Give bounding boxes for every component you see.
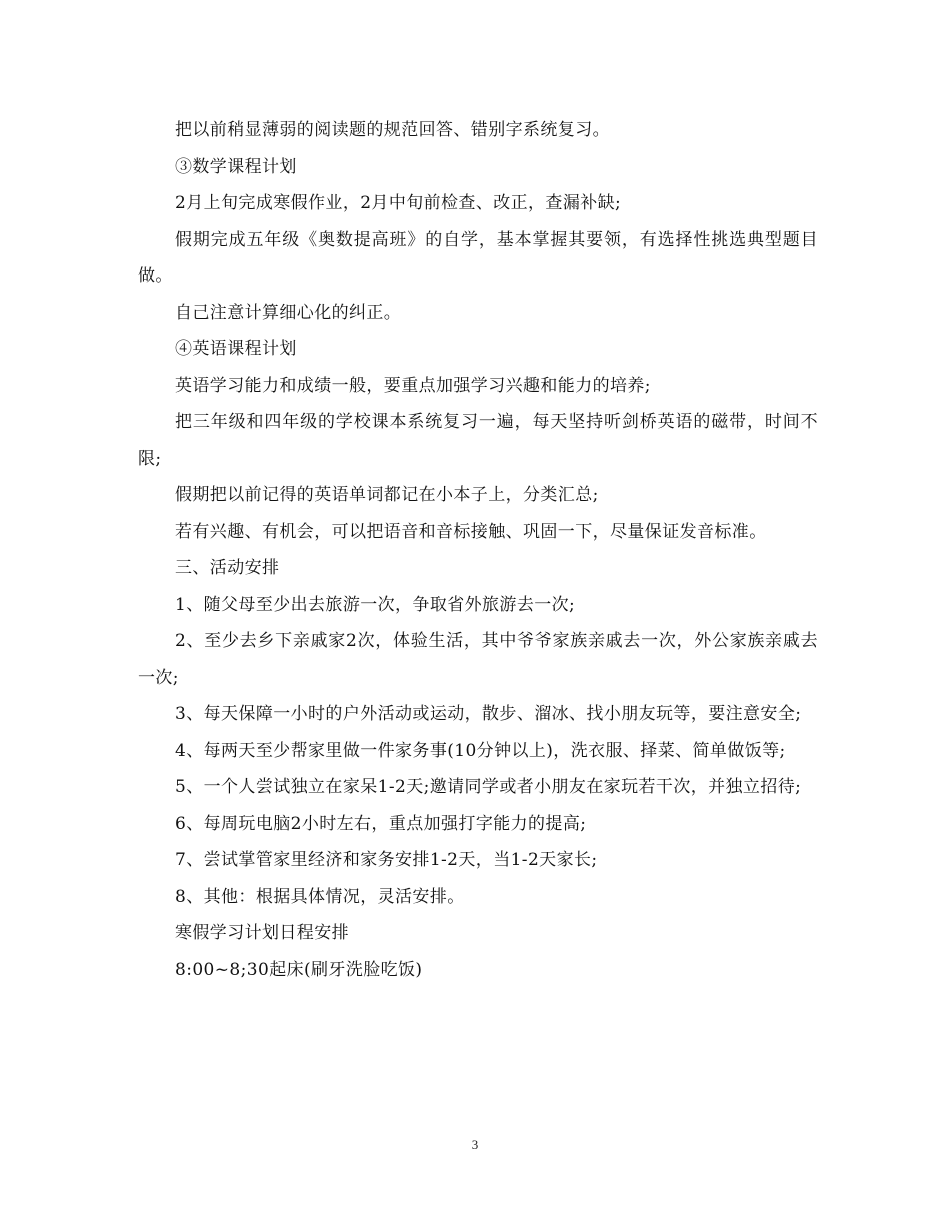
page-number: 3 (471, 1137, 479, 1152)
heading-math-plan: ③数学课程计划 (175, 156, 297, 177)
activity-item-5: 5、一个人尝试独立在家呆1-2天;邀请同学或者小朋友在家玩若干次，并独立招待; (175, 777, 802, 797)
paragraph-reading-review: 把以前稍显薄弱的阅读题的规范回答、错别字系统复习。 (175, 120, 610, 140)
activity-item-2: 2、至少去乡下亲戚家2次，体验生活，其中爷爷家族亲戚去一次，外公家族亲戚去一次; (138, 631, 818, 688)
activity-item-6: 6、每周玩电脑2小时左右，重点加强打字能力的提高; (175, 813, 587, 834)
activity-item-7: 7、尝试掌管家里经济和家务安排1-2天，当1-2天家长; (175, 850, 598, 870)
paragraph-english-phonetics: 若有兴趣、有机会，可以把语音和音标接触、巩固一下，尽量保证发音标准。 (175, 521, 767, 542)
paragraph-math-careful: 自己注意计算细心化的纠正。 (175, 302, 402, 323)
paragraph-english-ability: 英语学习能力和成绩一般，要重点加强学习兴趣和能力的培养; (175, 375, 651, 396)
paragraph-math-olympiad: 假期完成五年级《奥数提高班》的自学，基本掌握其要领，有选择性挑选典型题目做。 (138, 229, 818, 286)
paragraph-math-homework: 2月上旬完成寒假作业，2月中旬前检查、改正，查漏补缺; (175, 193, 622, 213)
document-body (138, 112, 818, 988)
paragraph-english-vocab: 假期把以前记得的英语单词都记在小本子上，分类汇总; (175, 485, 599, 505)
schedule-item-wakeup: 8:00~8;30起床(刷牙洗脸吃饭) (175, 959, 423, 980)
heading-activities: 三、活动安排 (175, 558, 280, 578)
activity-item-8: 8、其他：根据具体情况，灵活安排。 (175, 886, 465, 907)
activity-item-4: 4、每两天至少帮家里做一件家务事(10分钟以上)，洗衣服、择菜、简单做饭等; (175, 740, 786, 761)
heading-schedule: 寒假学习计划日程安排 (175, 923, 349, 943)
paragraph-english-review: 把三年级和四年级的学校课本系统复习一遍，每天坚持听剑桥英语的磁带，时间不限; (138, 412, 818, 469)
heading-english-plan: ④英语课程计划 (175, 339, 297, 359)
activity-item-1: 1、随父母至少出去旅游一次，争取省外旅游去一次; (175, 594, 576, 615)
activity-item-3: 3、每天保障一小时的户外活动或运动，散步、溜冰、找小朋友玩等，要注意安全; (175, 704, 802, 724)
